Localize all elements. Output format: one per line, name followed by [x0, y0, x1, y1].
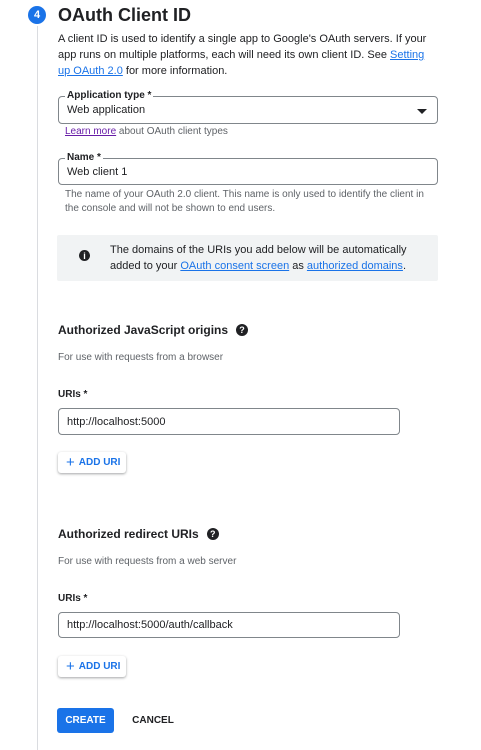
js-origins-subtitle: For use with requests from a browser: [58, 352, 224, 363]
js-origin-uri-value: http://localhost:5000: [67, 416, 166, 428]
section-title: OAuth Client ID: [58, 5, 191, 25]
redirect-uri-value: http://localhost:5000/auth/callback: [67, 619, 233, 631]
stepper-line: [37, 26, 38, 750]
cancel-button[interactable]: CANCEL: [132, 715, 174, 726]
info-icon: i: [79, 250, 90, 261]
info-text: [110, 242, 430, 274]
plus-icon: +: [66, 657, 75, 675]
js-origin-uri-input[interactable]: [58, 408, 400, 435]
add-js-origin-uri-button[interactable]: [58, 452, 126, 473]
info-text-mid: as: [289, 260, 307, 272]
intro-paragraph: [58, 31, 438, 79]
intro-text-end: for more information.: [122, 65, 228, 77]
js-origins-title: Authorized JavaScript origins: [58, 323, 229, 337]
info-text-end: .: [402, 260, 406, 272]
name-help-text: The name of your OAuth 2.0 client. This name is only used to identify the client in the console and will not be shown to end users.: [65, 189, 424, 214]
step-number-badge: 4: [28, 6, 46, 24]
application-type-label: Application type *: [67, 90, 152, 101]
redirect-uris-label: URIs *: [58, 593, 88, 604]
setup-oauth-link[interactable]: Setting up OAuth 2.0: [58, 49, 425, 77]
learn-more-line: [65, 125, 228, 139]
redirect-uris-subtitle: For use with requests from a web server: [58, 556, 237, 567]
js-origins-heading: [58, 322, 248, 338]
name-value: Web client 1: [67, 166, 128, 178]
add-redirect-uri-button[interactable]: [58, 656, 126, 677]
info-text-start: The domains of the URIs you add below will be automatically added to your: [110, 244, 407, 272]
learn-more-suffix: about OAuth client types: [116, 126, 228, 137]
info-banner: [57, 235, 438, 281]
redirect-uris-heading: [58, 526, 219, 542]
add-uri-label: ADD URI: [78, 457, 121, 468]
js-origins-uris-label: URIs *: [58, 389, 88, 400]
dropdown-arrow-icon: [417, 109, 427, 114]
plus-icon: +: [66, 453, 75, 471]
oauth-consent-screen-link[interactable]: OAuth consent screen: [180, 260, 290, 272]
redirect-uri-input[interactable]: [58, 612, 400, 638]
help-icon[interactable]: ?: [236, 324, 248, 336]
redirect-uris-title: Authorized redirect URIs: [58, 527, 199, 541]
create-button[interactable]: CREATE: [57, 708, 114, 733]
authorized-domains-link[interactable]: authorized domains: [306, 260, 403, 272]
application-type-select[interactable]: [58, 90, 438, 124]
name-input[interactable]: [58, 152, 438, 185]
intro-text: A client ID is used to identify a single app to Google's OAuth servers. If your app runs on multiple platforms, each will need its own client ID. See: [58, 33, 427, 61]
name-label: Name *: [67, 152, 101, 163]
help-icon[interactable]: ?: [207, 528, 219, 540]
application-type-value: Web application: [67, 104, 146, 116]
learn-more-link[interactable]: Learn more: [65, 126, 117, 137]
add-uri-label: ADD URI: [78, 661, 121, 672]
